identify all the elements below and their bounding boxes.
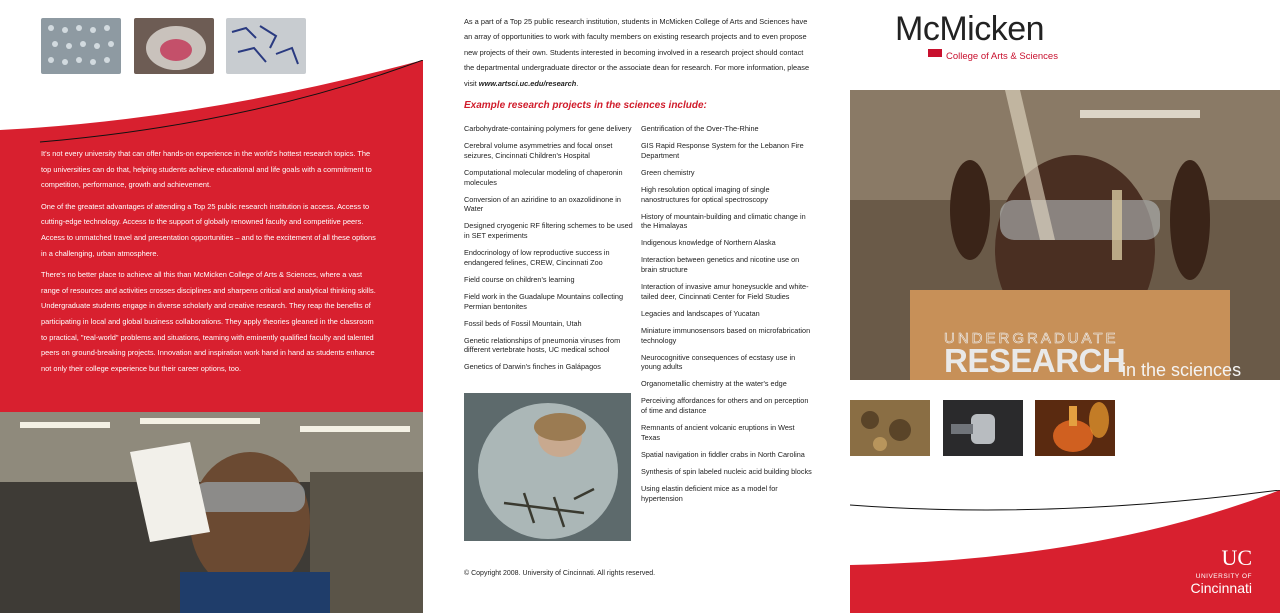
research-title: RESEARCH [944,342,1126,379]
list-item: Interaction of invasive amur honeysuckle and white-tailed deer, Cincinnati Center for Field Studies [641,282,809,301]
list-item: Carbohydrate-containing polymers for gene delivery [464,124,632,133]
right-panel [850,0,1280,613]
uc-logo [1191,545,1252,596]
left-panel [0,0,423,613]
list-item: Using elastin deficient mice as a model for hypertension [641,483,778,503]
list-item: Green chemistry [641,167,695,177]
uc-monogram-icon: UC [1221,545,1252,570]
intro-paragraph-3: There's no better place to achieve all this than McMicken College of Arts & Sciences, where a vast range of resources and activities crosses disciplines and sharpens critical and analytical thinking skills. Undergraduate students engage in diverse scholarly and creative research. They reap the benefits of participating in local and global business collaborations. They apply theories gleaned in the classroom to practical, "real-world" problems and situations, teaming with eminently qualified faculty and talented peers on ground-breaking projects. Innovation and inspiration work hand in hand as students enhance not only their college experience but their career options, too. [41,270,376,373]
list-item: Remnants of ancient volcanic eruptions in West Texas [641,423,795,442]
microscope-photo [943,400,1023,456]
list-item: Miniature immunosensors based on microfabrication technology [641,325,811,345]
research-intro [464,14,814,91]
uc-logo-small: UNIVERSITY OF [1195,573,1252,580]
fossil-texture-photo [850,400,930,456]
list-item: Cerebral volume asymmetries and focal onset seizures, Cincinnati Children's Hospital [464,140,613,160]
list-item: GIS Rapid Response System for the Lebanon Fire Department [641,140,804,160]
list-item: Genetics of Darwin's finches in Galápagos [464,362,601,372]
specimen-jar-photo [464,393,631,541]
student-lab-photo [0,412,423,613]
college-name: College of Arts & Sciences [946,51,1058,62]
list-item: High resolution optical imaging of single nanostructures for optical spectroscopy [641,184,770,204]
projects-column-1 [464,124,636,379]
list-item: Interaction between genetics and nicotine use on brain structure [641,255,800,275]
list-item: Indigenous knowledge of Northern Alaska [641,238,776,248]
intro-paragraph-1: It's not every university that can offer hands-on experience in the world's hottest research topics. The top universities can do that, helping students achieve educational and life goals with a commitment to competition, performance, growth and achievement. [41,149,372,190]
list-item: Perceiving affordances for others and on perception of time and distance [641,396,809,416]
research-url[interactable]: www.artsci.uc.edu/research [478,78,577,88]
undergraduate-label: UNDERGRADUATE [944,330,1119,347]
intro-text [41,146,381,382]
list-item: Organometallic chemistry at the water's edge [641,379,787,389]
intro-paragraph-2: One of the greatest advantages of attending a Top 25 public research institution is access. Access to cutting-edge technology. Access to the support of globally renowned faculty and competitive peers. Access to unmatched travel and presentation opportunities – and to the excitement of all these options in a challenging, urban atmosphere. [41,201,376,258]
list-item: History of mountain-building and climatic change in the Himalayas [641,211,806,231]
list-item: Neurocognitive consequences of ecstasy use in young adults [641,352,796,372]
list-item: Conversion of an aziridine to an oxazolidinone in Water [464,194,621,214]
list-item: Designed cryogenic RF filtering schemes to be used in SET experiments [464,221,633,241]
middle-panel [423,0,850,613]
list-item: Fossil beds of Fossil Mountain, Utah [464,318,582,328]
in-the-sciences-title: in the sciences [1122,360,1242,380]
chemistry-flasks-photo [1035,400,1115,456]
list-item: Gentrification of the Over-The-Rhine [641,124,759,133]
list-item: Field work in the Guadalupe Mountains collecting Permian bentonites [464,291,623,311]
research-intro-end: . [576,78,579,88]
list-item: Genetic relationships of pneumonia viruses from different vertebrate hosts, UC medical school [464,335,621,355]
mcmicken-logo: McMicken [895,10,1045,48]
list-item: Spatial navigation in fiddler crabs in North Carolina [641,449,805,459]
uc-logo-big: Cincinnati [1190,580,1252,596]
list-item: Legacies and landscapes of Yucatan [641,308,760,318]
research-intro-text: As a part of a Top 25 public research institution, students in McMicken College of Arts and Sciences have an array of opportunities to work with faculty members on existing research projects and to even propose new projects of their own. Students interested in becoming involved in a research project should contact the departmental undergraduate director or the associate dean for research. For more information, please visit [464,17,810,88]
projects-heading: Example research projects in the sciences include: [464,100,707,111]
projects-column-2 [641,124,813,511]
list-item: Synthesis of spin labeled nucleic acid building blocks [641,466,812,476]
list-item: Field course on children's learning [464,274,575,284]
list-item: Endocrinology of low reproductive success in endangered felines, CREW, Cincinnati Zoo [464,248,610,267]
list-item: Computational molecular modeling of chaperonin molecules [464,167,623,187]
copyright: © Copyright 2008. University of Cincinnati. All rights reserved. [464,570,656,577]
